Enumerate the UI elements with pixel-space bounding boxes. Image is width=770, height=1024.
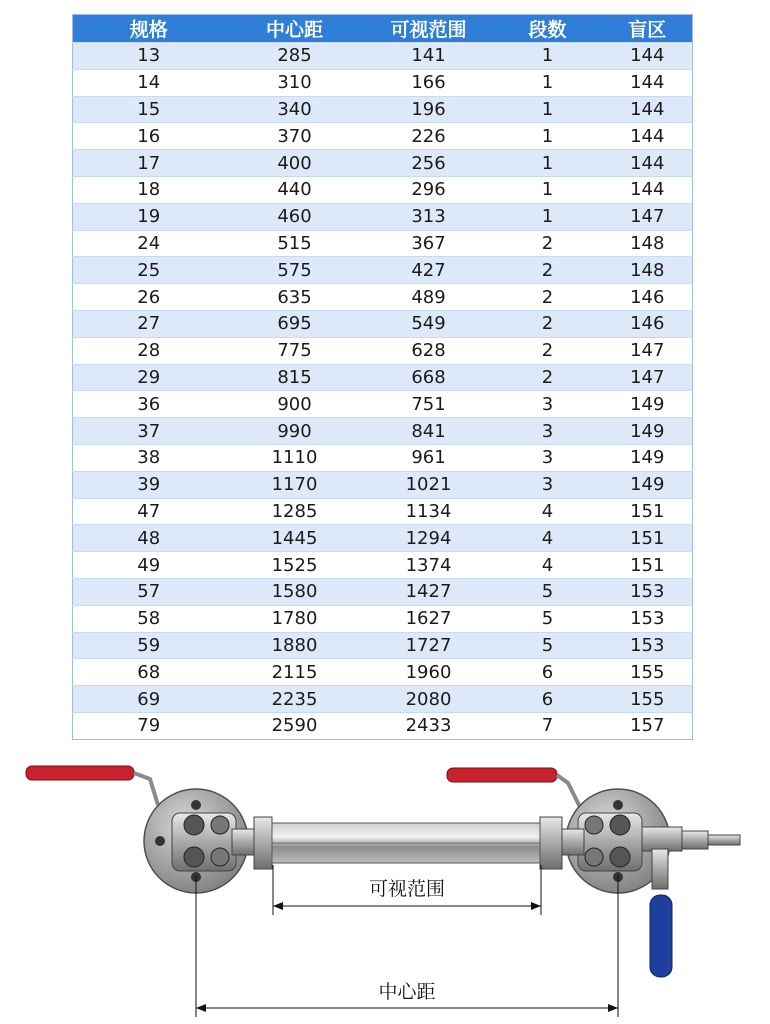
- table-row: [73, 632, 693, 659]
- cell-blind-zone: 151: [603, 525, 693, 552]
- cell-visible-range: 549: [365, 310, 493, 337]
- cell-blind-zone: 149: [603, 418, 693, 445]
- cell-blind-zone: 153: [603, 605, 693, 632]
- cell-blind-zone: 146: [603, 310, 693, 337]
- cell-blind-zone: 151: [603, 498, 693, 525]
- table-row: [73, 686, 693, 713]
- visible-range-label: 可视范围: [368, 878, 446, 900]
- table-row: [73, 418, 693, 445]
- cell-segments: 3: [493, 471, 603, 498]
- cell-blind-zone: 144: [603, 69, 693, 96]
- cell-center-distance: 340: [225, 96, 365, 123]
- cell-segments: 3: [493, 444, 603, 471]
- cell-center-distance: 575: [225, 257, 365, 284]
- cell-segments: 3: [493, 391, 603, 418]
- cell-spec: 47: [73, 498, 225, 525]
- cell-blind-zone: 144: [603, 176, 693, 203]
- left-flange: [144, 789, 254, 893]
- cell-spec: 37: [73, 418, 225, 445]
- cell-blind-zone: 147: [603, 337, 693, 364]
- cell-spec: 15: [73, 96, 225, 123]
- table-row: [73, 659, 693, 686]
- cell-visible-range: 489: [365, 284, 493, 311]
- table-row: [73, 310, 693, 337]
- cell-blind-zone: 149: [603, 471, 693, 498]
- cell-visible-range: 668: [365, 364, 493, 391]
- cell-spec: 16: [73, 123, 225, 150]
- cell-segments: 2: [493, 337, 603, 364]
- cell-visible-range: 1374: [365, 552, 493, 579]
- cell-center-distance: 440: [225, 176, 365, 203]
- cell-blind-zone: 155: [603, 686, 693, 713]
- cell-spec: 68: [73, 659, 225, 686]
- cell-visible-range: 1960: [365, 659, 493, 686]
- cell-blind-zone: 144: [603, 96, 693, 123]
- table-row: [73, 605, 693, 632]
- cell-visible-range: 1727: [365, 632, 493, 659]
- cell-visible-range: 751: [365, 391, 493, 418]
- cell-center-distance: 285: [225, 43, 365, 70]
- cell-center-distance: 2115: [225, 659, 365, 686]
- cell-segments: 1: [493, 176, 603, 203]
- cell-blind-zone: 149: [603, 391, 693, 418]
- cell-spec: 59: [73, 632, 225, 659]
- cell-blind-zone: 155: [603, 659, 693, 686]
- cell-center-distance: 370: [225, 123, 365, 150]
- cell-segments: 6: [493, 686, 603, 713]
- cell-visible-range: 1134: [365, 498, 493, 525]
- header-spec: 规格: [73, 15, 225, 43]
- cell-spec: 39: [73, 471, 225, 498]
- table-body: [73, 43, 693, 740]
- cell-spec: 17: [73, 150, 225, 177]
- right-flange: [562, 789, 740, 893]
- cell-blind-zone: 149: [603, 444, 693, 471]
- cell-visible-range: 961: [365, 444, 493, 471]
- cell-center-distance: 2590: [225, 712, 365, 739]
- cell-segments: 2: [493, 257, 603, 284]
- cell-visible-range: 427: [365, 257, 493, 284]
- cell-center-distance: 515: [225, 230, 365, 257]
- cell-center-distance: 2235: [225, 686, 365, 713]
- table-row: [73, 203, 693, 230]
- cell-blind-zone: 148: [603, 257, 693, 284]
- cell-segments: 1: [493, 150, 603, 177]
- cell-center-distance: 900: [225, 391, 365, 418]
- cell-segments: 1: [493, 69, 603, 96]
- spec-table: [72, 14, 693, 740]
- table-row: [73, 578, 693, 605]
- cell-spec: 28: [73, 337, 225, 364]
- level-gauge-diagram: [0, 745, 770, 1024]
- cell-blind-zone: 144: [603, 43, 693, 70]
- cell-center-distance: 635: [225, 284, 365, 311]
- cell-segments: 3: [493, 418, 603, 445]
- cell-segments: 7: [493, 712, 603, 739]
- table-row: [73, 391, 693, 418]
- cell-segments: 5: [493, 632, 603, 659]
- cell-spec: 58: [73, 605, 225, 632]
- cell-spec: 18: [73, 176, 225, 203]
- table-row: [73, 712, 693, 739]
- table-row: [73, 444, 693, 471]
- header-segments: 段数: [493, 15, 603, 43]
- cell-center-distance: 990: [225, 418, 365, 445]
- cell-visible-range: 256: [365, 150, 493, 177]
- cell-blind-zone: 157: [603, 712, 693, 739]
- cell-segments: 1: [493, 123, 603, 150]
- cell-spec: 14: [73, 69, 225, 96]
- cell-blind-zone: 146: [603, 284, 693, 311]
- cell-visible-range: 1294: [365, 525, 493, 552]
- center-distance-label: 中心距: [378, 981, 436, 1003]
- cell-blind-zone: 148: [603, 230, 693, 257]
- cell-segments: 5: [493, 605, 603, 632]
- cell-spec: 19: [73, 203, 225, 230]
- cell-center-distance: 1445: [225, 525, 365, 552]
- cell-visible-range: 141: [365, 43, 493, 70]
- cell-center-distance: 1110: [225, 444, 365, 471]
- cell-spec: 24: [73, 230, 225, 257]
- table-row: [73, 337, 693, 364]
- cell-center-distance: 815: [225, 364, 365, 391]
- cell-center-distance: 1780: [225, 605, 365, 632]
- cell-center-distance: 1285: [225, 498, 365, 525]
- cell-blind-zone: 147: [603, 364, 693, 391]
- header-blind-zone: 盲区: [603, 15, 693, 43]
- cell-segments: 2: [493, 230, 603, 257]
- cell-center-distance: 1880: [225, 632, 365, 659]
- cell-visible-range: 367: [365, 230, 493, 257]
- table-row: [73, 525, 693, 552]
- table-row: [73, 123, 693, 150]
- cell-segments: 1: [493, 96, 603, 123]
- cell-segments: 1: [493, 203, 603, 230]
- table-row: [73, 176, 693, 203]
- right-valve-handle: [447, 768, 580, 807]
- table-row: [73, 43, 693, 70]
- table-row: [73, 257, 693, 284]
- cell-segments: 4: [493, 525, 603, 552]
- cell-segments: 4: [493, 498, 603, 525]
- cell-visible-range: 841: [365, 418, 493, 445]
- cell-spec: 69: [73, 686, 225, 713]
- header-visible-range: 可视范围: [365, 15, 493, 43]
- cell-visible-range: 1427: [365, 578, 493, 605]
- cell-spec: 27: [73, 310, 225, 337]
- cell-center-distance: 400: [225, 150, 365, 177]
- cell-spec: 13: [73, 43, 225, 70]
- left-valve-handle: [26, 766, 158, 805]
- sight-glass-tube: [254, 817, 562, 869]
- cell-center-distance: 310: [225, 69, 365, 96]
- cell-blind-zone: 144: [603, 123, 693, 150]
- cell-center-distance: 695: [225, 310, 365, 337]
- cell-spec: 38: [73, 444, 225, 471]
- cell-spec: 26: [73, 284, 225, 311]
- table-row: [73, 230, 693, 257]
- cell-segments: 2: [493, 284, 603, 311]
- table-row: [73, 284, 693, 311]
- cell-spec: 36: [73, 391, 225, 418]
- cell-center-distance: 1525: [225, 552, 365, 579]
- cell-visible-range: 2080: [365, 686, 493, 713]
- table-row: [73, 96, 693, 123]
- cell-spec: 49: [73, 552, 225, 579]
- header-center-distance: 中心距: [225, 15, 365, 43]
- table-header-row: [73, 15, 693, 43]
- table-row: [73, 150, 693, 177]
- cell-spec: 29: [73, 364, 225, 391]
- cell-blind-zone: 153: [603, 632, 693, 659]
- cell-spec: 48: [73, 525, 225, 552]
- table-row: [73, 471, 693, 498]
- cell-segments: 4: [493, 552, 603, 579]
- cell-spec: 79: [73, 712, 225, 739]
- cell-segments: 2: [493, 310, 603, 337]
- table-row: [73, 364, 693, 391]
- cell-center-distance: 1170: [225, 471, 365, 498]
- cell-visible-range: 226: [365, 123, 493, 150]
- cell-segments: 5: [493, 578, 603, 605]
- cell-blind-zone: 153: [603, 578, 693, 605]
- cell-spec: 57: [73, 578, 225, 605]
- cell-blind-zone: 151: [603, 552, 693, 579]
- cell-visible-range: 313: [365, 203, 493, 230]
- drain-valve-handle: [650, 895, 672, 977]
- cell-blind-zone: 147: [603, 203, 693, 230]
- cell-visible-range: 1021: [365, 471, 493, 498]
- cell-segments: 1: [493, 43, 603, 70]
- cell-center-distance: 460: [225, 203, 365, 230]
- cell-visible-range: 296: [365, 176, 493, 203]
- cell-center-distance: 775: [225, 337, 365, 364]
- cell-segments: 2: [493, 364, 603, 391]
- table-row: [73, 552, 693, 579]
- cell-visible-range: 166: [365, 69, 493, 96]
- cell-spec: 25: [73, 257, 225, 284]
- cell-segments: 6: [493, 659, 603, 686]
- cell-visible-range: 628: [365, 337, 493, 364]
- table-row: [73, 69, 693, 96]
- table-row: [73, 498, 693, 525]
- cell-visible-range: 196: [365, 96, 493, 123]
- cell-blind-zone: 144: [603, 150, 693, 177]
- cell-visible-range: 1627: [365, 605, 493, 632]
- cell-visible-range: 2433: [365, 712, 493, 739]
- cell-center-distance: 1580: [225, 578, 365, 605]
